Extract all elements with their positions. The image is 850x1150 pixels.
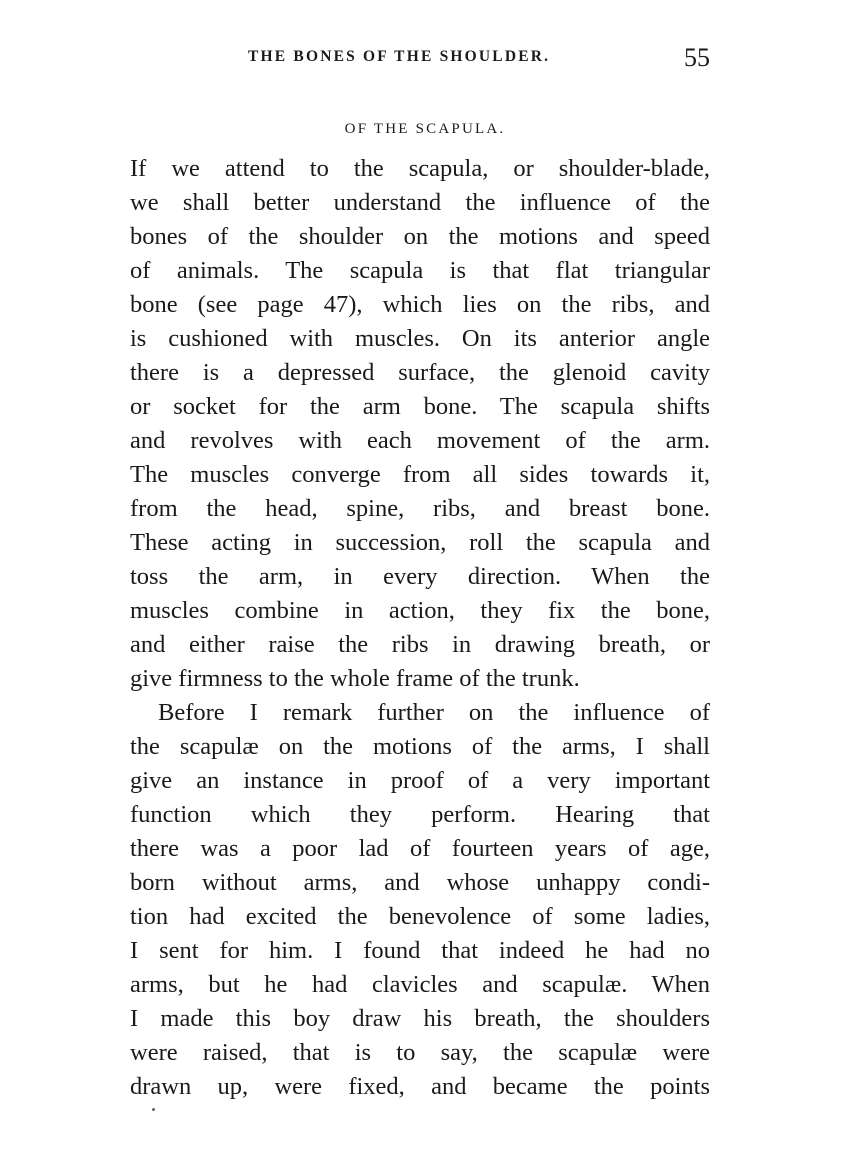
section-heading: OF THE SCAPULA. [344, 121, 506, 137]
text-line: function which they perform. Hearing that [130, 801, 710, 828]
body-text [130, 152, 710, 1104]
text-line: give firmness to the whole frame of the trunk. [130, 665, 580, 692]
text-line: give an instance in proof of a very important [130, 767, 710, 794]
paragraph-1 [130, 152, 710, 696]
text-line: muscles combine in action, they fix the bone, [130, 597, 710, 624]
text-line: toss the arm, in every direction. When the [130, 563, 710, 590]
text-line: I made this boy draw his breath, the shoulders [130, 1005, 710, 1032]
text-line: arms, but he had clavicles and scapulæ. When [130, 971, 710, 998]
text-line: the scapulæ on the motions of the arms, I shall [130, 733, 710, 760]
text-line: tion had excited the benevolence of some ladies, [130, 903, 710, 930]
text-line: from the head, spine, ribs, and breast bone. [130, 495, 710, 522]
text-line: These acting in succession, roll the scapula and [130, 529, 710, 556]
text-line: we shall better understand the influence of the [130, 189, 710, 216]
page-number: 55 [684, 43, 710, 72]
text-line: and either raise the ribs in drawing breath, or [130, 631, 710, 658]
text-line: drawn up, were fixed, and became the points [130, 1073, 710, 1100]
text-line: born without arms, and whose unhappy condi- [130, 869, 710, 896]
text-line: there is a depressed surface, the glenoid cavity [130, 359, 710, 386]
text-line: bones of the shoulder on the motions and speed [130, 223, 710, 250]
text-line: of animals. The scapula is that flat triangular [130, 257, 710, 284]
text-line: Before I remark further on the influence of [158, 699, 710, 726]
text-line: is cushioned with muscles. On its anterior angle [130, 325, 710, 352]
text-line: I sent for him. I found that indeed he had no [130, 937, 710, 964]
paragraph-2 [130, 696, 710, 1104]
text-line: or socket for the arm bone. The scapula shifts [130, 393, 710, 420]
running-title: THE BONES OF THE SHOULDER. [248, 48, 551, 65]
text-line: were raised, that is to say, the scapulæ were [130, 1039, 710, 1066]
running-header [130, 43, 710, 72]
text-line: The muscles converge from all sides towards it, [130, 461, 710, 488]
ink-speck [152, 1108, 155, 1111]
text-line: If we attend to the scapula, or shoulder-blade, [130, 155, 710, 182]
text-line: and revolves with each movement of the arm. [130, 427, 710, 454]
text-line: bone (see page 47), which lies on the ribs, and [130, 291, 710, 318]
text-line: there was a poor lad of fourteen years of age, [130, 835, 710, 862]
